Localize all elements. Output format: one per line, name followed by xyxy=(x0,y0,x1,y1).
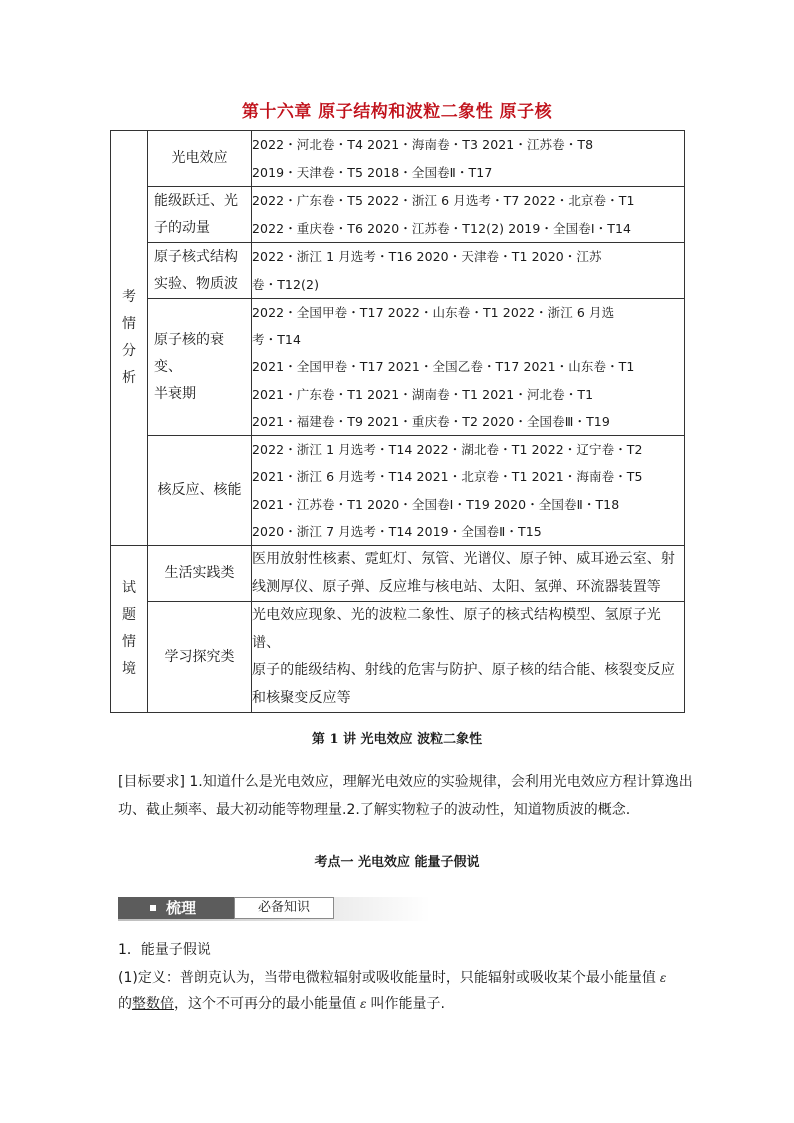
topic-cell: 学习探究类 xyxy=(148,602,252,713)
goals-label: [目标要求] xyxy=(118,774,185,790)
goals-text: 1.知道什么是光电效应，理解光电效应的实验规律，会利用光电效应方程计算逸出功、截止频率、最大初动能等物理量.2.了解实物粒子的波动性，知道物质波的概念. xyxy=(118,774,693,818)
banner-label: 梳理 xyxy=(166,899,197,917)
chapter-title: 第十六章 原子结构和波粒二象性 原子核 xyxy=(241,102,553,122)
learning-goals xyxy=(118,768,693,824)
underlined-term: 整数倍 xyxy=(132,996,174,1012)
detail-cell: 2022・浙江 1 月选考・T16 2020・天津卷・T1 2020・江苏 卷・T12(2) xyxy=(252,243,685,299)
topic-cell: 光电效应 xyxy=(148,131,252,187)
detail-cell: 光电效应现象、光的波粒二象性、原子的核式结构模型、氢原子光谱、 原子的能级结构、射线的危害与防护、原子核的结合能、核裂变反应 和核聚变反应等 xyxy=(252,602,685,713)
definition-line-1: (1)定义：普朗克认为，当带电微粒辐射或吸收能量时，只能辐射或吸收某个最小能量值 ε xyxy=(118,965,693,991)
group-label-exam-analysis: 考 情 分 析 xyxy=(111,131,148,546)
topic-cell: 原子核式结构 实验、物质波 xyxy=(148,243,252,299)
epsilon-symbol: ε xyxy=(659,971,667,985)
exam-analysis-table xyxy=(110,130,685,713)
section-heading: 1．能量子假说 xyxy=(118,942,211,958)
topic-cell: 原子核的衰变、 半衰期 xyxy=(148,299,252,436)
square-bullet-icon xyxy=(150,905,156,911)
detail-cell: 2022・全国甲卷・T17 2022・山东卷・T1 2022・浙江 6 月选 考・T14 2021・全国甲卷・T17 2021・全国乙卷・T17 2021・山东卷・T1 2021・广东卷・T1 2021・湖南卷・T1 2021・河北卷・T1 2021・福建卷・T9 2021・重庆卷・T2 2020・全国卷Ⅲ・T19 xyxy=(252,299,685,436)
topic-cell: 生活实践类 xyxy=(148,546,252,602)
detail-cell: 2022・浙江 1 月选考・T14 2022・湖北卷・T1 2022・辽宁卷・T2 2021・浙江 6 月选考・T14 2021・北京卷・T1 2021・海南卷・T5 2021・江苏卷・T1 2020・全国卷Ⅰ・T19 2020・全国卷Ⅱ・T18 2020・浙江 7 月选考・T14 2019・全国卷Ⅱ・T15 xyxy=(252,436,685,546)
topic-cell: 核反应、核能 xyxy=(148,436,252,546)
detail-cell: 2022・广东卷・T5 2022・浙江 6 月选考・T7 2022・北京卷・T1 2022・重庆卷・T6 2020・江苏卷・T12(2) 2019・全国卷Ⅰ・T14 xyxy=(252,187,685,243)
banner-tag: 必备知识 xyxy=(234,897,334,919)
section-banner xyxy=(118,897,430,921)
detail-cell: 医用放射性核素、霓虹灯、氖管、光谱仪、原子钟、威耳逊云室、射 线测厚仪、原子弹、反应堆与核电站、太阳、氢弹、环流器装置等 xyxy=(252,546,685,602)
epsilon-symbol: ε xyxy=(360,997,367,1011)
point-title: 考点一 光电效应 能量子假说 xyxy=(314,855,480,870)
lesson-title: 第 1 讲 光电效应 波粒二象性 xyxy=(311,732,483,747)
group-label-test-context: 试 题 情 境 xyxy=(111,546,148,713)
topic-cell: 能级跃迁、光 子的动量 xyxy=(148,187,252,243)
detail-cell: 2022・河北卷・T4 2021・海南卷・T3 2021・江苏卷・T8 2019・天津卷・T5 2018・全国卷Ⅱ・T17 xyxy=(252,131,685,187)
definition-line-2: 的整数倍，这个不可再分的最小能量值 ε 叫作能量子. xyxy=(118,996,445,1012)
